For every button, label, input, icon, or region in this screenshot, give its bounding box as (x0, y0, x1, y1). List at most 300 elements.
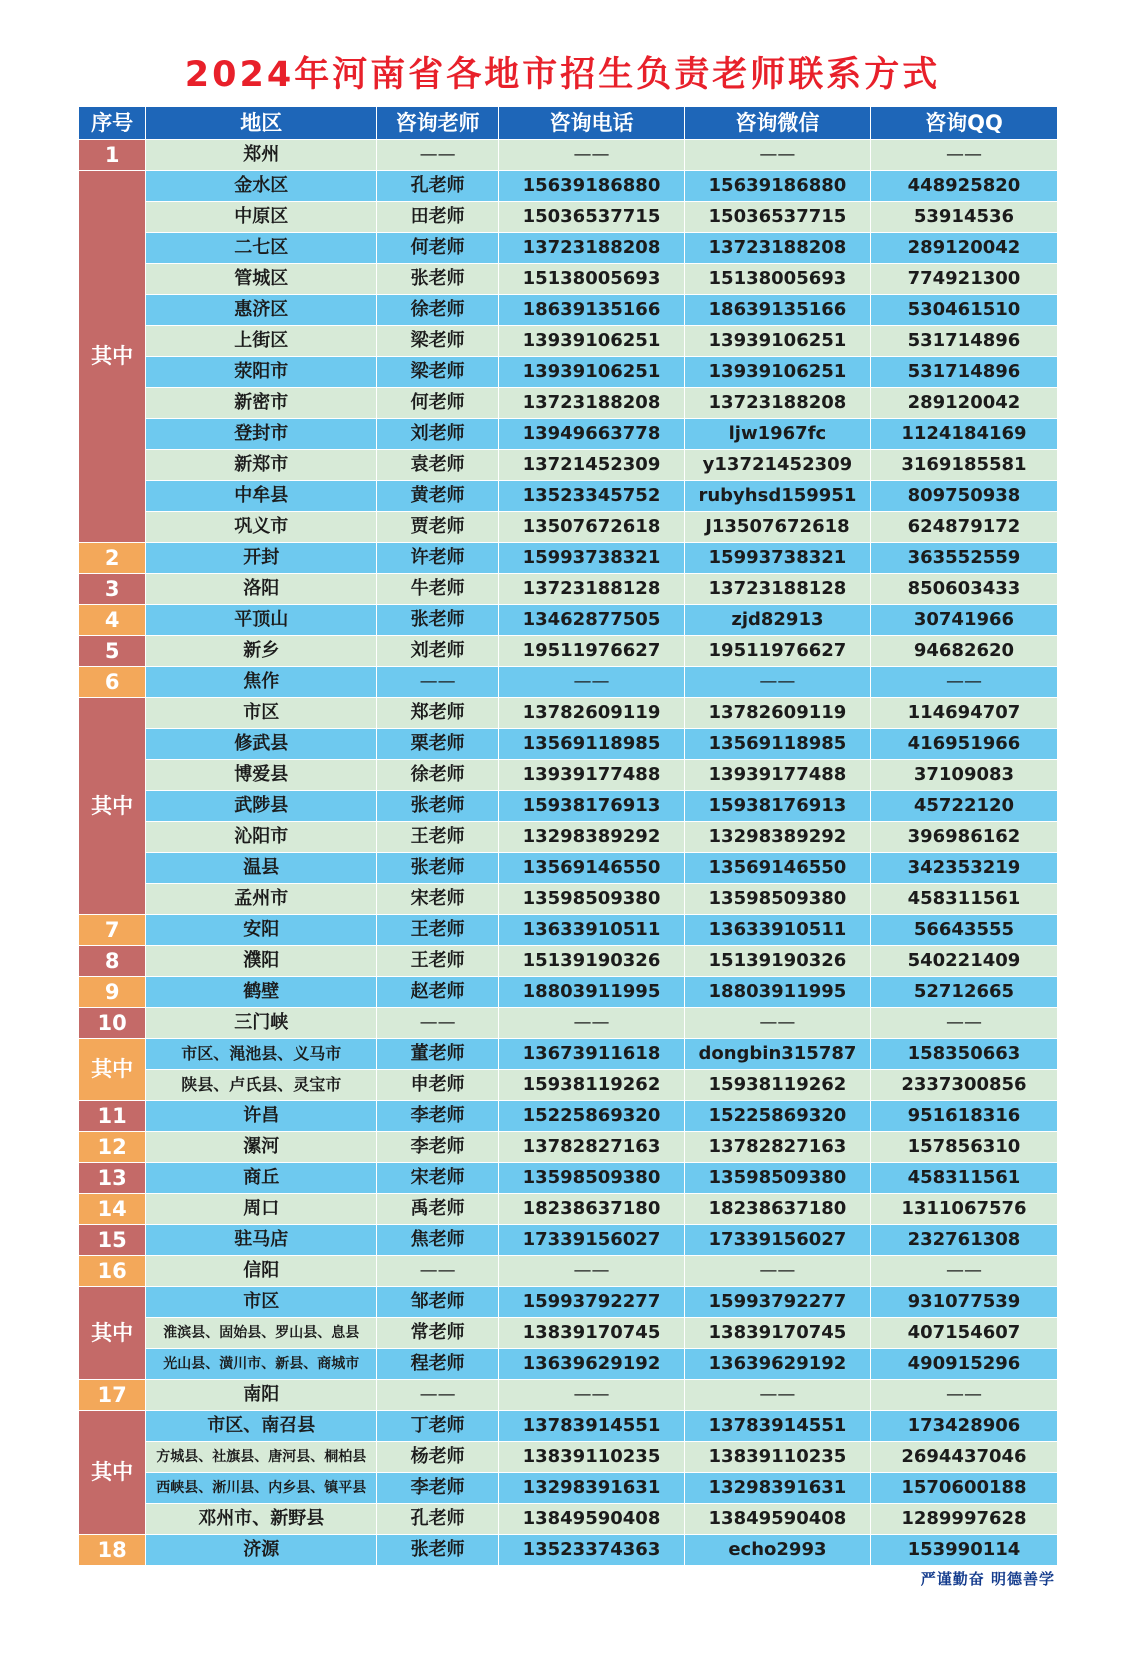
cell-phone: 13523345752 (499, 481, 685, 512)
cell-wechat: 13849590408 (684, 1504, 870, 1535)
cell-region: 中牟县 (146, 481, 377, 512)
cell-phone: 13782609119 (499, 698, 685, 729)
cell-wechat: 13939177488 (684, 760, 870, 791)
cell-region: 陕县、卢氏县、灵宝市 (146, 1070, 377, 1101)
table-row (79, 915, 1058, 946)
table-row (79, 1442, 1058, 1473)
cell-qq: 490915296 (870, 1349, 1057, 1380)
cell-wechat: dongbin315787 (684, 1039, 870, 1070)
cell-wechat: 13783914551 (684, 1411, 870, 1442)
contact-table (78, 106, 1058, 1566)
table-row (79, 884, 1058, 915)
cell-qq: 931077539 (870, 1287, 1057, 1318)
cell-teacher: 何老师 (377, 388, 499, 419)
cell-qq: 94682620 (870, 636, 1057, 667)
table-row (79, 1256, 1058, 1287)
cell-region: 邓州市、新野县 (146, 1504, 377, 1535)
cell-teacher: 黄老师 (377, 481, 499, 512)
row-index: 5 (79, 636, 146, 667)
cell-region: 上街区 (146, 326, 377, 357)
cell-qq: 540221409 (870, 946, 1057, 977)
cell-wechat: ljw1967fc (684, 419, 870, 450)
table-row (79, 605, 1058, 636)
row-index: 1 (79, 140, 146, 171)
cell-teacher: 郑老师 (377, 698, 499, 729)
cell-region: 巩义市 (146, 512, 377, 543)
cell-teacher: 梁老师 (377, 357, 499, 388)
cell-phone: 15938176913 (499, 791, 685, 822)
cell-teacher: 张老师 (377, 791, 499, 822)
cell-wechat: 13782827163 (684, 1132, 870, 1163)
table-row (79, 1070, 1058, 1101)
cell-qq: 158350663 (870, 1039, 1057, 1070)
cell-phone: —— (499, 1008, 685, 1039)
row-index: 其中 (79, 1287, 146, 1380)
cell-region: 南阳 (146, 1380, 377, 1411)
cell-wechat: 15139190326 (684, 946, 870, 977)
cell-phone: 13507672618 (499, 512, 685, 543)
cell-wechat: —— (684, 1008, 870, 1039)
cell-wechat: echo2993 (684, 1535, 870, 1566)
cell-teacher: 刘老师 (377, 636, 499, 667)
cell-teacher: 丁老师 (377, 1411, 499, 1442)
cell-qq: 850603433 (870, 574, 1057, 605)
cell-teacher: 张老师 (377, 264, 499, 295)
cell-phone: 13598509380 (499, 884, 685, 915)
cell-region: 漯河 (146, 1132, 377, 1163)
table-row (79, 264, 1058, 295)
table-row (79, 822, 1058, 853)
table-row (79, 977, 1058, 1008)
cell-region: 二七区 (146, 233, 377, 264)
row-index: 12 (79, 1132, 146, 1163)
header-region: 地区 (146, 107, 377, 140)
cell-phone: 13569118985 (499, 729, 685, 760)
cell-wechat: 15993738321 (684, 543, 870, 574)
cell-qq: 951618316 (870, 1101, 1057, 1132)
cell-phone: 19511976627 (499, 636, 685, 667)
row-index: 2 (79, 543, 146, 574)
cell-region: 惠济区 (146, 295, 377, 326)
cell-qq: 416951966 (870, 729, 1057, 760)
cell-phone: —— (499, 1256, 685, 1287)
cell-wechat: —— (684, 1256, 870, 1287)
cell-phone: 18238637180 (499, 1194, 685, 1225)
table-row (79, 419, 1058, 450)
cell-qq: —— (870, 1380, 1057, 1411)
row-index: 8 (79, 946, 146, 977)
cell-region: 孟州市 (146, 884, 377, 915)
cell-phone: 15938119262 (499, 1070, 685, 1101)
cell-qq: 2694437046 (870, 1442, 1057, 1473)
cell-phone: 15225869320 (499, 1101, 685, 1132)
table-row (79, 450, 1058, 481)
cell-teacher: 焦老师 (377, 1225, 499, 1256)
table-row (79, 1225, 1058, 1256)
cell-wechat: 15938119262 (684, 1070, 870, 1101)
table-row (79, 1380, 1058, 1411)
cell-phone: 13598509380 (499, 1163, 685, 1194)
table-row (79, 698, 1058, 729)
cell-teacher: 王老师 (377, 946, 499, 977)
cell-phone: 13949663778 (499, 419, 685, 450)
cell-region: 新乡 (146, 636, 377, 667)
header-teacher: 咨询老师 (377, 107, 499, 140)
header-qq: 咨询QQ (870, 107, 1057, 140)
cell-teacher: 王老师 (377, 822, 499, 853)
table-row (79, 853, 1058, 884)
cell-qq: 173428906 (870, 1411, 1057, 1442)
cell-wechat: 18639135166 (684, 295, 870, 326)
cell-phone: 15139190326 (499, 946, 685, 977)
table-row (79, 946, 1058, 977)
cell-teacher: 董老师 (377, 1039, 499, 1070)
cell-region: 商丘 (146, 1163, 377, 1194)
row-index: 9 (79, 977, 146, 1008)
table-row (79, 1504, 1058, 1535)
cell-wechat: 19511976627 (684, 636, 870, 667)
cell-teacher: 申老师 (377, 1070, 499, 1101)
cell-phone: 13939106251 (499, 357, 685, 388)
table-row (79, 1535, 1058, 1566)
cell-wechat: 13598509380 (684, 1163, 870, 1194)
cell-qq: 530461510 (870, 295, 1057, 326)
cell-teacher: 宋老师 (377, 884, 499, 915)
cell-qq: 531714896 (870, 326, 1057, 357)
cell-region: 登封市 (146, 419, 377, 450)
cell-teacher: 王老师 (377, 915, 499, 946)
cell-teacher: 许老师 (377, 543, 499, 574)
page-title: 2024年河南省各地市招生负责老师联系方式 (184, 55, 941, 95)
cell-region: 周口 (146, 1194, 377, 1225)
cell-teacher: 田老师 (377, 202, 499, 233)
row-index: 18 (79, 1535, 146, 1566)
cell-phone: 13723188208 (499, 388, 685, 419)
cell-wechat: 15938176913 (684, 791, 870, 822)
cell-phone: 13939106251 (499, 326, 685, 357)
cell-region: 金水区 (146, 171, 377, 202)
cell-phone: 13839170745 (499, 1318, 685, 1349)
cell-region: 三门峡 (146, 1008, 377, 1039)
cell-wechat: 15138005693 (684, 264, 870, 295)
cell-qq: 232761308 (870, 1225, 1057, 1256)
cell-region: 郑州 (146, 140, 377, 171)
cell-region: 鹤壁 (146, 977, 377, 1008)
cell-teacher: 李老师 (377, 1132, 499, 1163)
cell-phone: 15993792277 (499, 1287, 685, 1318)
cell-qq: 458311561 (870, 884, 1057, 915)
cell-region: 新郑市 (146, 450, 377, 481)
table-row (79, 1194, 1058, 1225)
cell-region: 管城区 (146, 264, 377, 295)
row-index: 其中 (79, 1411, 146, 1535)
cell-phone: 13723188128 (499, 574, 685, 605)
cell-phone: 17339156027 (499, 1225, 685, 1256)
cell-wechat: 13723188208 (684, 233, 870, 264)
cell-qq: 2337300856 (870, 1070, 1057, 1101)
cell-phone: 13673911618 (499, 1039, 685, 1070)
cell-phone: 13839110235 (499, 1442, 685, 1473)
table-row (79, 171, 1058, 202)
cell-qq: 289120042 (870, 388, 1057, 419)
cell-phone: 13462877505 (499, 605, 685, 636)
table-row (79, 388, 1058, 419)
cell-wechat: 17339156027 (684, 1225, 870, 1256)
cell-qq: 45722120 (870, 791, 1057, 822)
cell-phone: 13723188208 (499, 233, 685, 264)
cell-phone: —— (499, 1380, 685, 1411)
cell-qq: 30741966 (870, 605, 1057, 636)
cell-qq: 1289997628 (870, 1504, 1057, 1535)
cell-teacher: 张老师 (377, 1535, 499, 1566)
cell-region: 许昌 (146, 1101, 377, 1132)
row-index: 14 (79, 1194, 146, 1225)
row-index: 3 (79, 574, 146, 605)
cell-qq: 774921300 (870, 264, 1057, 295)
cell-wechat: 13839170745 (684, 1318, 870, 1349)
cell-teacher: 张老师 (377, 605, 499, 636)
cell-qq: 153990114 (870, 1535, 1057, 1566)
cell-phone: 13782827163 (499, 1132, 685, 1163)
cell-qq: 624879172 (870, 512, 1057, 543)
cell-region: 濮阳 (146, 946, 377, 977)
cell-wechat: 13298391631 (684, 1473, 870, 1504)
cell-teacher: 梁老师 (377, 326, 499, 357)
cell-region: 市区、渑池县、义马市 (146, 1039, 377, 1070)
cell-phone: 18639135166 (499, 295, 685, 326)
cell-teacher: 常老师 (377, 1318, 499, 1349)
cell-qq: 114694707 (870, 698, 1057, 729)
cell-phone: —— (499, 140, 685, 171)
cell-teacher: 宋老师 (377, 1163, 499, 1194)
cell-wechat: 13633910511 (684, 915, 870, 946)
cell-region: 驻马店 (146, 1225, 377, 1256)
cell-qq: —— (870, 140, 1057, 171)
table-row (79, 1318, 1058, 1349)
cell-wechat: 15036537715 (684, 202, 870, 233)
cell-teacher: —— (377, 1008, 499, 1039)
cell-qq: 37109083 (870, 760, 1057, 791)
cell-teacher: 李老师 (377, 1101, 499, 1132)
cell-teacher: 李老师 (377, 1473, 499, 1504)
table-row (79, 1039, 1058, 1070)
cell-region: 武陟县 (146, 791, 377, 822)
cell-teacher: 程老师 (377, 1349, 499, 1380)
row-index: 17 (79, 1380, 146, 1411)
cell-region: 淮滨县、固始县、罗山县、息县 (146, 1318, 377, 1349)
cell-teacher: 徐老师 (377, 760, 499, 791)
cell-region: 方城县、社旗县、唐河县、桐柏县 (146, 1442, 377, 1473)
row-index: 11 (79, 1101, 146, 1132)
cell-region: 开封 (146, 543, 377, 574)
table-row (79, 543, 1058, 574)
cell-teacher: —— (377, 1256, 499, 1287)
cell-qq: 53914536 (870, 202, 1057, 233)
cell-wechat: 15639186880 (684, 171, 870, 202)
table-row (79, 1008, 1058, 1039)
table-row (79, 729, 1058, 760)
cell-teacher: 贾老师 (377, 512, 499, 543)
table-row (79, 667, 1058, 698)
cell-teacher: 刘老师 (377, 419, 499, 450)
cell-phone: 13298389292 (499, 822, 685, 853)
cell-wechat: zjd82913 (684, 605, 870, 636)
cell-wechat: 13782609119 (684, 698, 870, 729)
row-index: 16 (79, 1256, 146, 1287)
cell-wechat: —— (684, 667, 870, 698)
header-row (79, 107, 1058, 140)
row-index: 其中 (79, 1039, 146, 1101)
cell-teacher: 徐老师 (377, 295, 499, 326)
row-index: 15 (79, 1225, 146, 1256)
cell-qq: —— (870, 667, 1057, 698)
cell-teacher: 牛老师 (377, 574, 499, 605)
cell-teacher: 栗老师 (377, 729, 499, 760)
cell-region: 西峡县、淅川县、内乡县、镇平县 (146, 1473, 377, 1504)
cell-region: 中原区 (146, 202, 377, 233)
table-row (79, 760, 1058, 791)
cell-phone: 13939177488 (499, 760, 685, 791)
cell-region: 温县 (146, 853, 377, 884)
cell-region: 市区 (146, 1287, 377, 1318)
cell-region: 平顶山 (146, 605, 377, 636)
cell-region: 济源 (146, 1535, 377, 1566)
cell-wechat: 13839110235 (684, 1442, 870, 1473)
table-row (79, 1287, 1058, 1318)
cell-qq: —— (870, 1008, 1057, 1039)
table-row (79, 202, 1058, 233)
cell-wechat: 13298389292 (684, 822, 870, 853)
cell-teacher: 何老师 (377, 233, 499, 264)
cell-region: 信阳 (146, 1256, 377, 1287)
cell-wechat: —— (684, 1380, 870, 1411)
table-row (79, 1411, 1058, 1442)
cell-phone: 13721452309 (499, 450, 685, 481)
cell-wechat: 18803911995 (684, 977, 870, 1008)
cell-region: 新密市 (146, 388, 377, 419)
cell-phone: 15138005693 (499, 264, 685, 295)
cell-qq: 1311067576 (870, 1194, 1057, 1225)
cell-qq: 448925820 (870, 171, 1057, 202)
cell-teacher: 赵老师 (377, 977, 499, 1008)
cell-wechat: 13939106251 (684, 326, 870, 357)
cell-wechat: —— (684, 140, 870, 171)
cell-qq: 809750938 (870, 481, 1057, 512)
row-index: 其中 (79, 698, 146, 915)
table-row (79, 326, 1058, 357)
row-index: 10 (79, 1008, 146, 1039)
table-row (79, 295, 1058, 326)
cell-wechat: 13939106251 (684, 357, 870, 388)
cell-region: 安阳 (146, 915, 377, 946)
table-row (79, 1101, 1058, 1132)
cell-phone: —— (499, 667, 685, 698)
cell-teacher: —— (377, 1380, 499, 1411)
cell-teacher: 孔老师 (377, 1504, 499, 1535)
cell-qq: 3169185581 (870, 450, 1057, 481)
cell-region: 洛阳 (146, 574, 377, 605)
cell-region: 焦作 (146, 667, 377, 698)
table-row (79, 512, 1058, 543)
table-row (79, 233, 1058, 264)
row-index: 7 (79, 915, 146, 946)
cell-wechat: 13639629192 (684, 1349, 870, 1380)
cell-region: 荥阳市 (146, 357, 377, 388)
cell-qq: 396986162 (870, 822, 1057, 853)
cell-teacher: —— (377, 140, 499, 171)
table-row (79, 481, 1058, 512)
table-row (79, 636, 1058, 667)
cell-qq: 289120042 (870, 233, 1057, 264)
cell-qq: 157856310 (870, 1132, 1057, 1163)
cell-qq: 363552559 (870, 543, 1057, 574)
cell-teacher: 孔老师 (377, 171, 499, 202)
cell-wechat: 18238637180 (684, 1194, 870, 1225)
cell-teacher: 杨老师 (377, 1442, 499, 1473)
cell-qq: 531714896 (870, 357, 1057, 388)
row-index: 6 (79, 667, 146, 698)
cell-wechat: rubyhsd159951 (684, 481, 870, 512)
cell-phone: 13783914551 (499, 1411, 685, 1442)
table-row (79, 140, 1058, 171)
cell-qq: 56643555 (870, 915, 1057, 946)
cell-qq: 52712665 (870, 977, 1057, 1008)
cell-wechat: 13723188128 (684, 574, 870, 605)
cell-phone: 13633910511 (499, 915, 685, 946)
cell-wechat: 13569146550 (684, 853, 870, 884)
table-row (79, 1349, 1058, 1380)
footer-motto: 严谨勤奋 明德善学 (920, 1570, 1055, 1588)
cell-qq: 458311561 (870, 1163, 1057, 1194)
cell-qq: —— (870, 1256, 1057, 1287)
header-wechat: 咨询微信 (684, 107, 870, 140)
cell-phone: 13639629192 (499, 1349, 685, 1380)
table-row (79, 574, 1058, 605)
cell-qq: 1570600188 (870, 1473, 1057, 1504)
table-row (79, 1473, 1058, 1504)
cell-region: 博爱县 (146, 760, 377, 791)
header-phone: 咨询电话 (499, 107, 685, 140)
cell-phone: 15036537715 (499, 202, 685, 233)
cell-wechat: J13507672618 (684, 512, 870, 543)
cell-region: 光山县、潢川市、新县、商城市 (146, 1349, 377, 1380)
cell-region: 沁阳市 (146, 822, 377, 853)
cell-region: 市区、南召县 (146, 1411, 377, 1442)
cell-phone: 13298391631 (499, 1473, 685, 1504)
cell-region: 修武县 (146, 729, 377, 760)
cell-phone: 13523374363 (499, 1535, 685, 1566)
cell-teacher: 邹老师 (377, 1287, 499, 1318)
table-row (79, 1163, 1058, 1194)
cell-phone: 13569146550 (499, 853, 685, 884)
cell-teacher: —— (377, 667, 499, 698)
cell-teacher: 张老师 (377, 853, 499, 884)
cell-qq: 1124184169 (870, 419, 1057, 450)
cell-wechat: 15993792277 (684, 1287, 870, 1318)
table-row (79, 1132, 1058, 1163)
cell-teacher: 袁老师 (377, 450, 499, 481)
cell-phone: 13849590408 (499, 1504, 685, 1535)
cell-teacher: 禹老师 (377, 1194, 499, 1225)
cell-region: 市区 (146, 698, 377, 729)
row-index: 13 (79, 1163, 146, 1194)
cell-phone: 18803911995 (499, 977, 685, 1008)
cell-wechat: 13598509380 (684, 884, 870, 915)
cell-wechat: 15225869320 (684, 1101, 870, 1132)
row-index: 其中 (79, 171, 146, 543)
cell-phone: 15993738321 (499, 543, 685, 574)
header-index: 序号 (79, 107, 146, 140)
